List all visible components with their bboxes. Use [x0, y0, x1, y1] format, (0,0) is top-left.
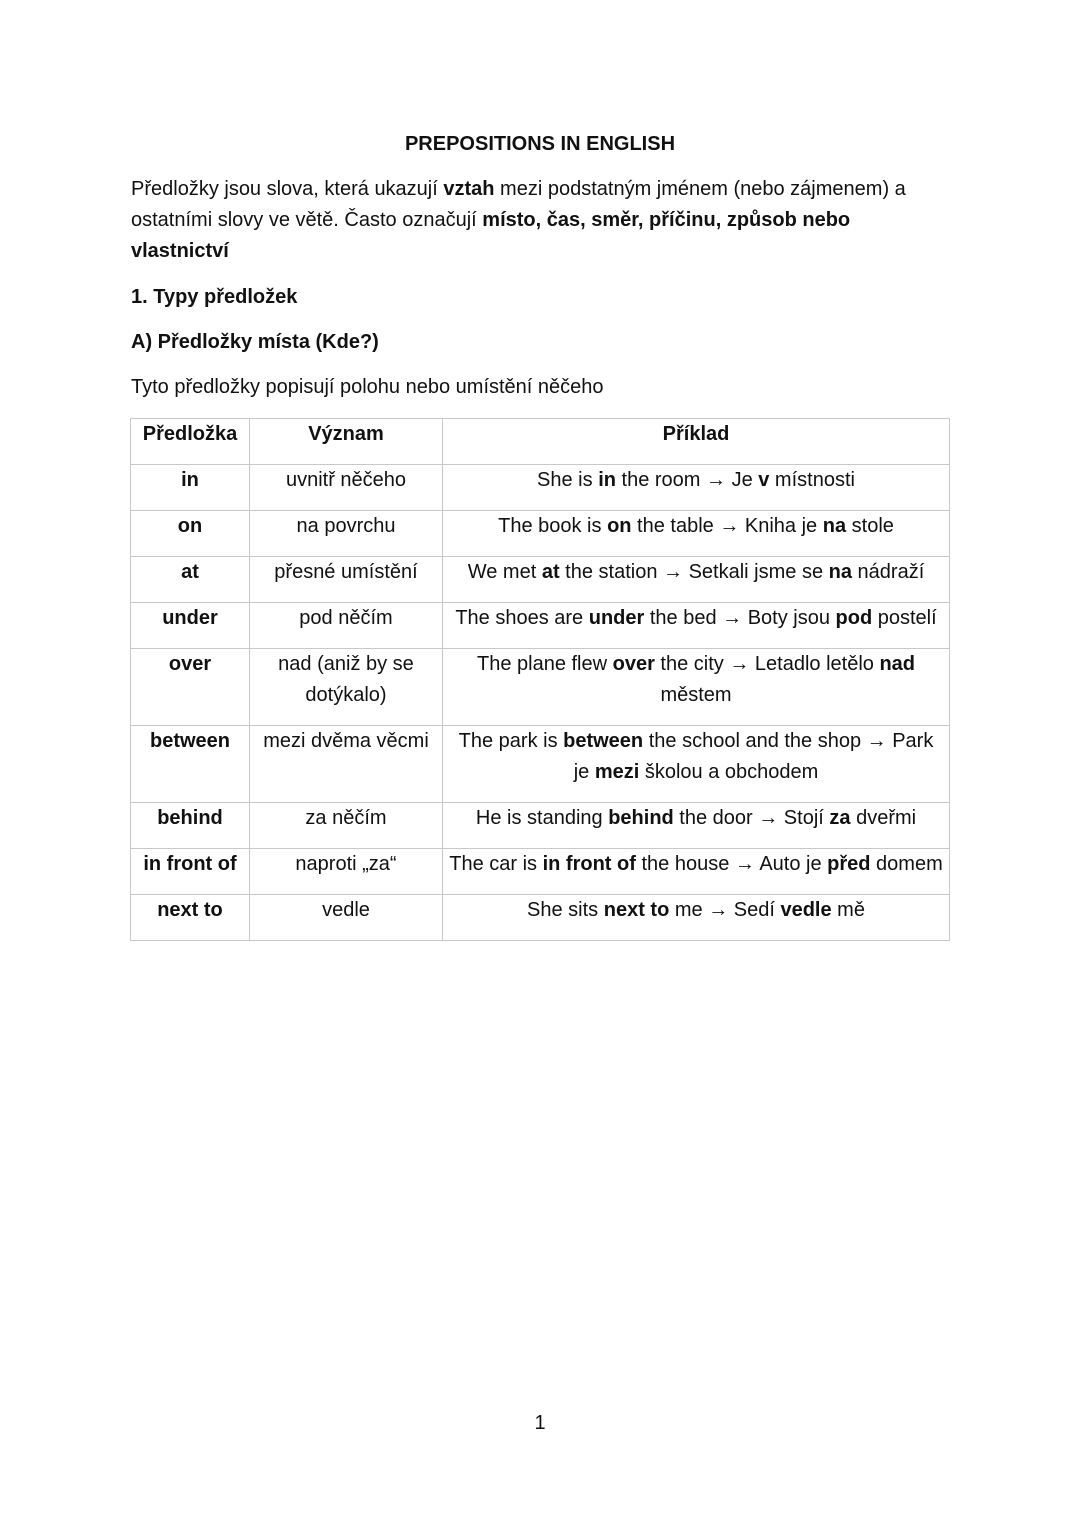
- example-bold-text: nad: [879, 653, 916, 675]
- table-row: [131, 849, 950, 895]
- example-bold-text: in: [598, 469, 616, 491]
- example-text: the station → Setkali jsme se: [559, 561, 829, 583]
- page-title: PREPOSITIONS IN ENGLISH: [404, 133, 676, 155]
- table-row: [131, 726, 950, 803]
- example-bold-text: between: [563, 730, 644, 752]
- example-text: The park is: [458, 730, 564, 752]
- example-text: the bed → Boty jsou: [644, 607, 836, 629]
- cell-preposition: at: [131, 557, 250, 603]
- intro-text-2: mezi podstatným jménem (nebo zájmenem) a ostatními slovy ve větě. Často označují: [131, 178, 906, 231]
- example-bold-text: on: [607, 515, 632, 537]
- cell-meaning: mezi dvěma věcmi: [250, 726, 443, 803]
- table-row: [131, 511, 950, 557]
- cell-meaning: přesné umístění: [250, 557, 443, 603]
- example-bold-text: over: [612, 653, 655, 675]
- example-text: domem: [870, 853, 943, 875]
- example-bold-text: under: [588, 607, 645, 629]
- cell-meaning: uvnitř něčeho: [250, 465, 443, 511]
- example-text: the school and the shop → Park je: [573, 730, 934, 783]
- example-bold-text: behind: [608, 807, 674, 829]
- example-text: místnosti: [769, 469, 855, 491]
- example-text: školou a obchodem: [639, 761, 819, 783]
- table-row: [131, 649, 950, 726]
- example-text: She is: [537, 469, 599, 491]
- example-text: stole: [846, 515, 894, 537]
- example-text: She sits: [527, 899, 604, 921]
- table-header-row: [131, 419, 950, 465]
- cell-example: [443, 465, 950, 511]
- cell-meaning: nad (aniž by se dotýkalo): [250, 649, 443, 726]
- intro-paragraph: [131, 174, 951, 267]
- prepositions-table: [130, 418, 950, 941]
- example-text: the house → Auto je: [635, 853, 828, 875]
- cell-example: [443, 649, 950, 726]
- example-text: nádraží: [851, 561, 925, 583]
- example-bold-text: na: [822, 515, 847, 537]
- example-bold-text: in front of: [542, 853, 636, 875]
- cell-example: [443, 803, 950, 849]
- example-bold-text: na: [828, 561, 852, 583]
- example-text: the city → Letadlo letělo: [654, 653, 880, 675]
- example-text: dveřmi: [850, 807, 917, 829]
- example-text: the table → Kniha je: [631, 515, 823, 537]
- example-bold-text: za: [829, 807, 851, 829]
- cell-preposition: on: [131, 511, 250, 557]
- header-example: Příklad: [443, 419, 950, 465]
- example-text: the room → Je: [615, 469, 759, 491]
- cell-example: [443, 603, 950, 649]
- table-row: [131, 557, 950, 603]
- example-bold-text: pod: [835, 607, 873, 629]
- header-preposition: Předložka: [131, 419, 250, 465]
- table-row: [131, 895, 950, 941]
- cell-example: [443, 726, 950, 803]
- intro-text-1: Předložky jsou slova, která ukazují: [131, 178, 444, 200]
- example-text: mě: [831, 899, 865, 921]
- section-description: Tyto předložky popisují polohu nebo umístění něčeho: [131, 376, 604, 398]
- section-heading-place: A) Předložky místa (Kde?): [131, 331, 379, 353]
- example-text: The shoes are: [455, 607, 589, 629]
- example-text: The book is: [498, 515, 608, 537]
- example-text: The car is: [449, 853, 543, 875]
- cell-meaning: pod něčím: [250, 603, 443, 649]
- table-body: [131, 465, 950, 941]
- example-text: We met: [467, 561, 542, 583]
- table-row: [131, 803, 950, 849]
- cell-meaning: naproti „za“: [250, 849, 443, 895]
- example-bold-text: před: [827, 853, 871, 875]
- example-text: městem: [660, 684, 732, 706]
- example-text: He is standing: [475, 807, 609, 829]
- cell-example: [443, 511, 950, 557]
- example-text: The plane flew: [476, 653, 613, 675]
- example-text: me → Sedí: [669, 899, 781, 921]
- cell-preposition: under: [131, 603, 250, 649]
- example-bold-text: mezi: [594, 761, 640, 783]
- cell-example: [443, 895, 950, 941]
- header-meaning: Význam: [250, 419, 443, 465]
- cell-preposition: between: [131, 726, 250, 803]
- cell-preposition: next to: [131, 895, 250, 941]
- example-text: the door → Stojí: [673, 807, 830, 829]
- cell-preposition: over: [131, 649, 250, 726]
- example-bold-text: at: [541, 561, 560, 583]
- cell-preposition: in: [131, 465, 250, 511]
- page-number: 1: [534, 1412, 546, 1434]
- example-bold-text: vedle: [780, 899, 832, 921]
- cell-preposition: in front of: [131, 849, 250, 895]
- example-bold-text: next to: [603, 899, 670, 921]
- cell-meaning: za něčím: [250, 803, 443, 849]
- intro-bold-relation: vztah: [443, 178, 495, 200]
- example-text: postelí: [872, 607, 937, 629]
- cell-example: [443, 557, 950, 603]
- cell-meaning: na povrchu: [250, 511, 443, 557]
- table-row: [131, 465, 950, 511]
- cell-meaning: vedle: [250, 895, 443, 941]
- example-bold-text: v: [758, 469, 770, 491]
- cell-preposition: behind: [131, 803, 250, 849]
- intro-bold-categories: místo, čas, směr, příčinu, způsob nebo vlastnictví: [131, 209, 851, 262]
- section-heading-types: 1. Typy předložek: [131, 286, 298, 308]
- table-row: [131, 603, 950, 649]
- cell-example: [443, 849, 950, 895]
